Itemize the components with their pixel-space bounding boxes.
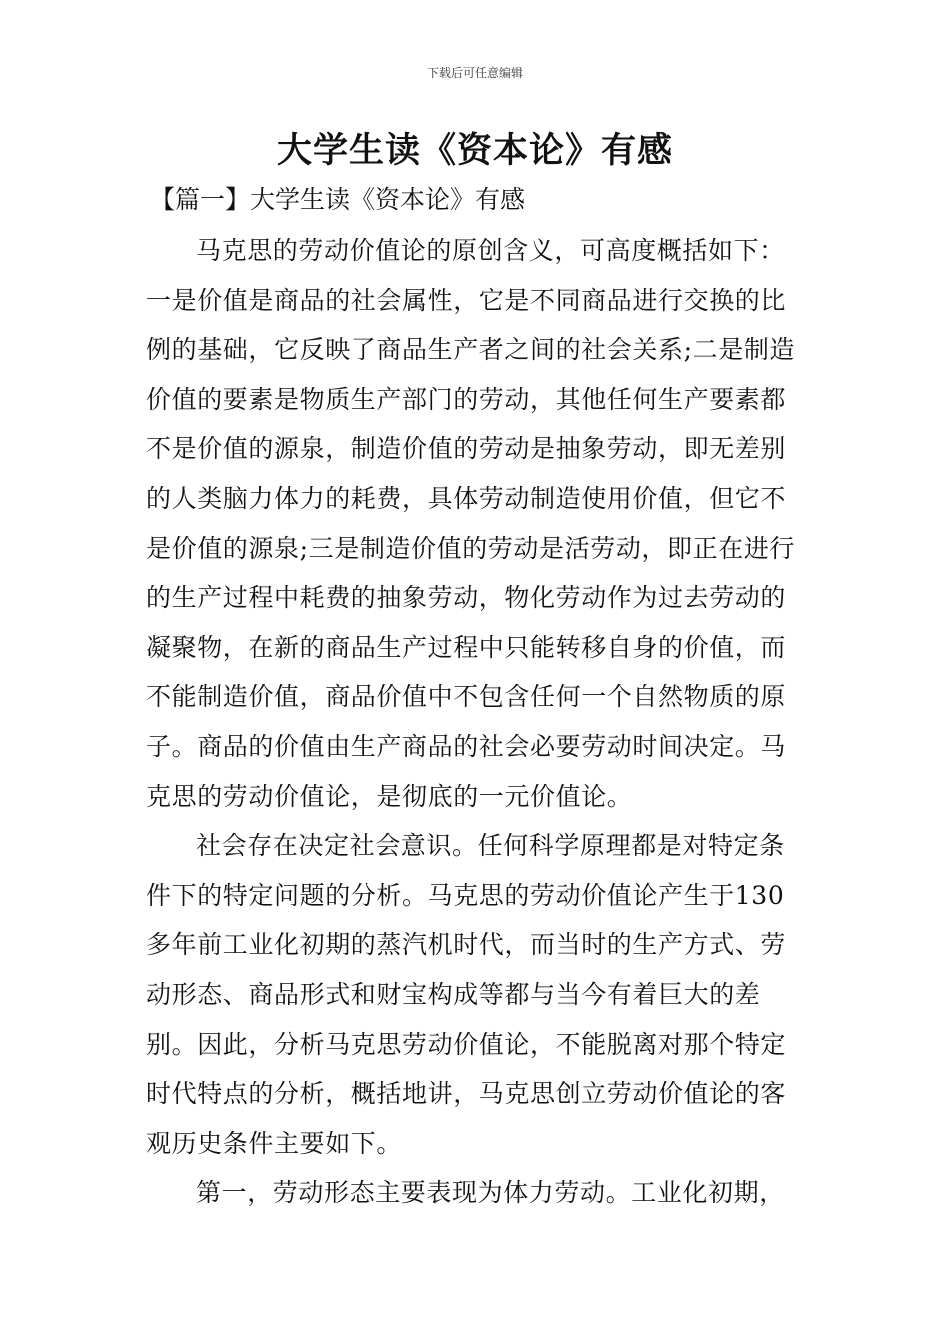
paragraph: 马克思的劳动价值论的原创含义，可高度概括如下：一是价值是商品的社会属性，它是不同商品进行交换的比例的基础，它反映了商品生产者之间的社会关系;二是制造价值的要素是物质生产部门的劳动，其他任何生产要素都不是价值的源泉，制造价值的劳动是抽象劳动，即无差别的人类脑力体力的耗费，具体劳动制造使用价值，但它不是价值的源泉;三是制造价值的劳动是活劳动，即正在进行的生产过程中耗费的抽象劳动，物化劳动作为过去劳动的凝聚物，在新的商品生产过程中只能转移自身的价值，而不能制造价值，商品价值中不包含任何一个自然物质的原子。商品的价值由生产商品的社会必要劳动时间决定。马克思的劳动价值论，是彻底的一元价值论。 [146,236,796,811]
body-text [146,226,806,1218]
section-heading: 【篇一】大学生读《资本论》有感 [150,185,526,214]
paragraph: 社会存在决定社会意识。任何科学原理都是对特定条件下的特定问题的分析。马克思的劳动价值论产生于130多年前工业化初期的蒸汽机时代，而当时的生产方式、劳动形态、商品形式和财宝构成等都与当今有着巨大的差别。因此，分析马克思劳动价值论，不能脱离对那个特定时代特点的分析，概括地讲，马克思创立劳动价值论的客观历史条件主要如下。 [146,831,787,1158]
document-title: 大学生读《资本论》有感 [276,131,673,171]
paragraph: 第一，劳动形态主要表现为体力劳动。工业化初期， [196,1178,785,1208]
header-note: 下载后可任意编辑 [426,66,523,80]
